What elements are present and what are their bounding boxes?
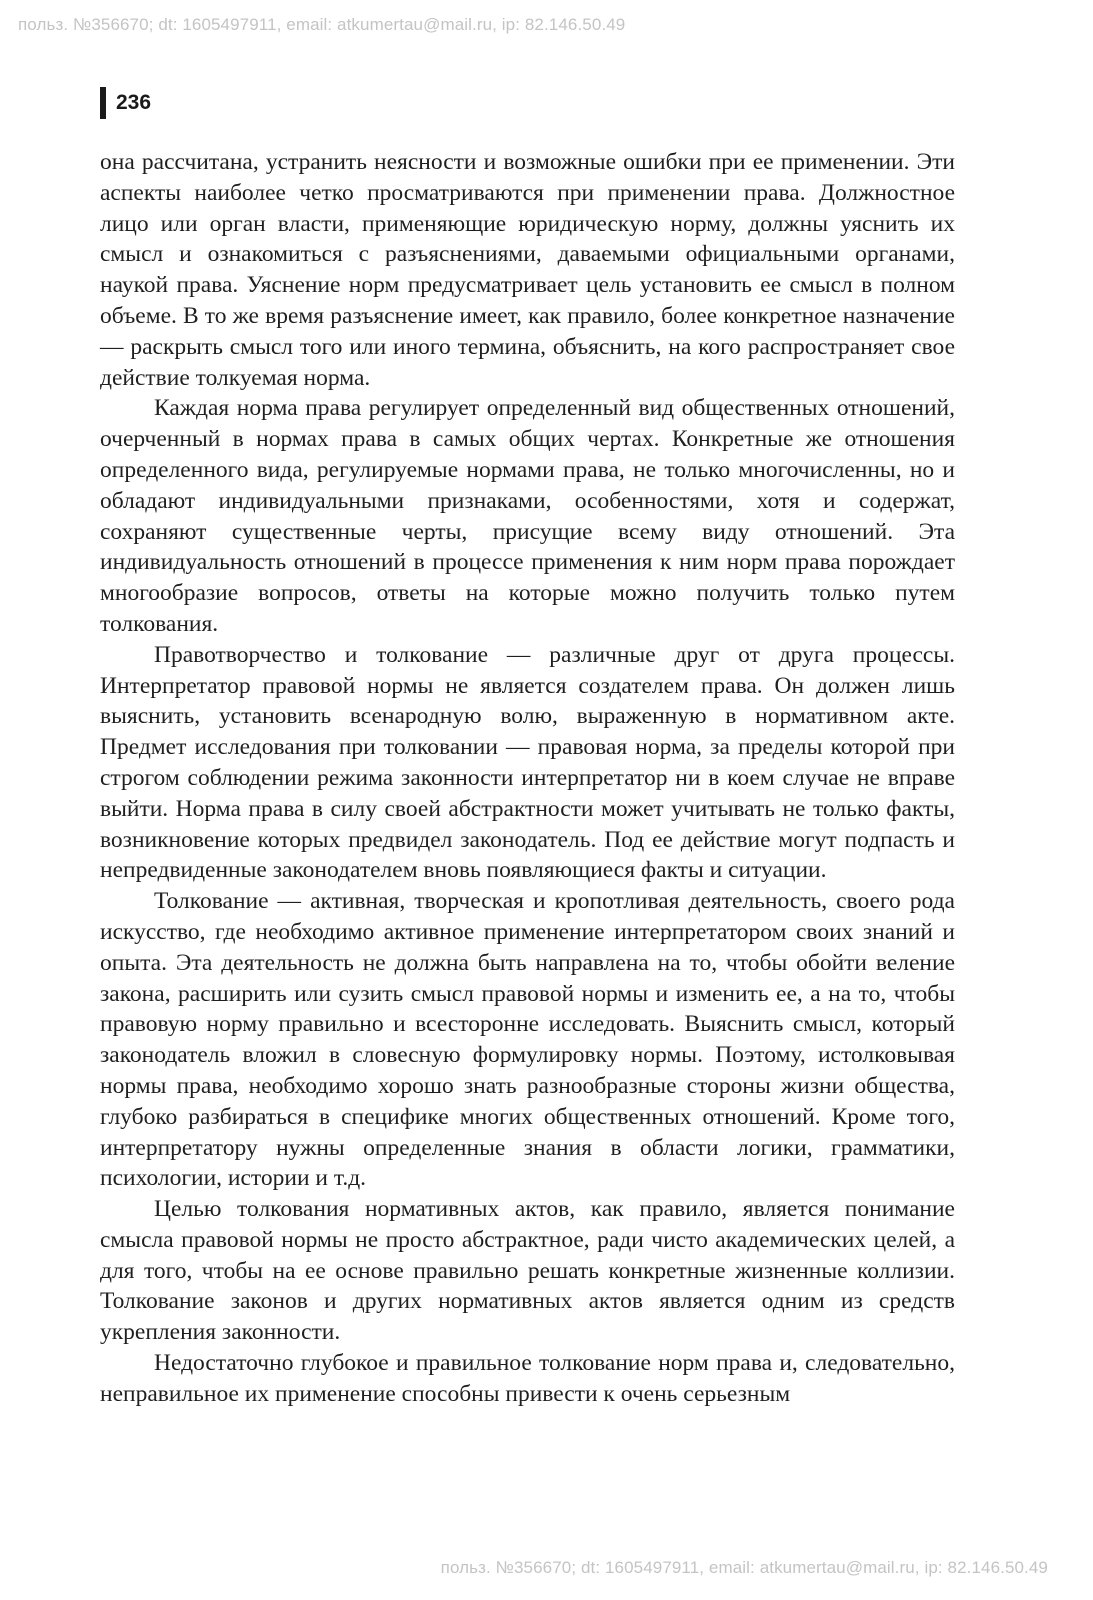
page-header (100, 86, 151, 120)
paragraph: Правотворчество и толкование — различные друг от друга процессы. Интерпретатор правовой нормы не является создателем права. Он должен лишь выяснить, установить всенародную волю, выраженную в нормативном акте. Предмет исследования при толковании — правовая норма, за пределы которой при строгом соблюдении режима законности интерпретатор ни в коем случае не вправе выйти. Норма права в силу своей абстрактности может учитывать не только факты, возникновение которых предвидел законодатель. Под ее действие могут подпасть и непредвиденные законодателем вновь появляющиеся факты и ситуации. (100, 641, 955, 884)
page-number: 236 (116, 91, 152, 114)
paragraph: Толкование — активная, творческая и кропотливая деятельность, своего рода искусство, где необходимо активное применение интерпретатором своих знаний и опыта. Эта деятельность не должна быть направлена на то, чтобы обойти веление закона, расширить или сузить смысл правовой нормы и изменить ее, а на то, чтобы правовую норму правильно и всесторонне исследовать. Выяснить смысл, который законодатель вложил в словесную формулировку нормы. Поэтому, истолковывая нормы права, необходимо хорошо знать разнообразные стороны жизни общества, глубоко разбираться в специфике многих общественных отношений. Кроме того, интерпретатору нужны определенные знания в области логики, грамматики, психологии, истории и т.д. (100, 888, 955, 1192)
body-text (100, 147, 955, 1410)
watermark-top: польз. №356670; dt: 1605497911, email: atkumertau@mail.ru, ip: 82.146.50.49 (18, 15, 626, 34)
paragraph: Целью толкования нормативных актов, как правило, является понимание смысла правовой нормы не просто абстрактное, ради чисто академических целей, а для того, чтобы на ее основе правильно решать конкретные жизненные коллизии. Толкование законов и других нормативных актов является одним из средств укрепления законности. (100, 1196, 955, 1346)
paragraph: Каждая норма права регулирует определенный вид общественных отношений, очерченный в нормах права в самых общих чертах. Конкретные же отношения определенного вида, регулируемые нормами права, не только многочисленны, но и обладают индивидуальными признаками, особенностями, хотя и содержат, сохраняют существенные черты, присущие всему виду отношений. Эта индивидуальность отношений в процессе применения к ним норм права порождает многообразие вопросов, ответы на которые можно получить только путем толкования. (100, 395, 955, 637)
header-bar (100, 87, 106, 119)
watermark-bottom: польз. №356670; dt: 1605497911, email: atkumertau@mail.ru, ip: 82.146.50.49 (440, 1558, 1048, 1577)
paragraph: Недостаточно глубокое и правильное толкование норм права и, следовательно, неправильное их применение способны привести к очень серьезным (100, 1350, 955, 1407)
paragraph: она рассчитана, устранить неясности и возможные ошибки при ее применении. Эти аспекты наиболее четко просматриваются при применении права. Должностное лицо или орган власти, применяющие юридическую норму, должны уяснить их смысл и ознакомиться с разъяснениями, даваемыми официальными органами, наукой права. Уяснение норм предусматривает цель установить ее смысл в полном объеме. В то же время разъяснение имеет, как правило, более конкретное назначение — раскрыть смысл того или иного термина, объяснить, на кого распространяет свое действие толкуемая норма. (100, 149, 955, 391)
